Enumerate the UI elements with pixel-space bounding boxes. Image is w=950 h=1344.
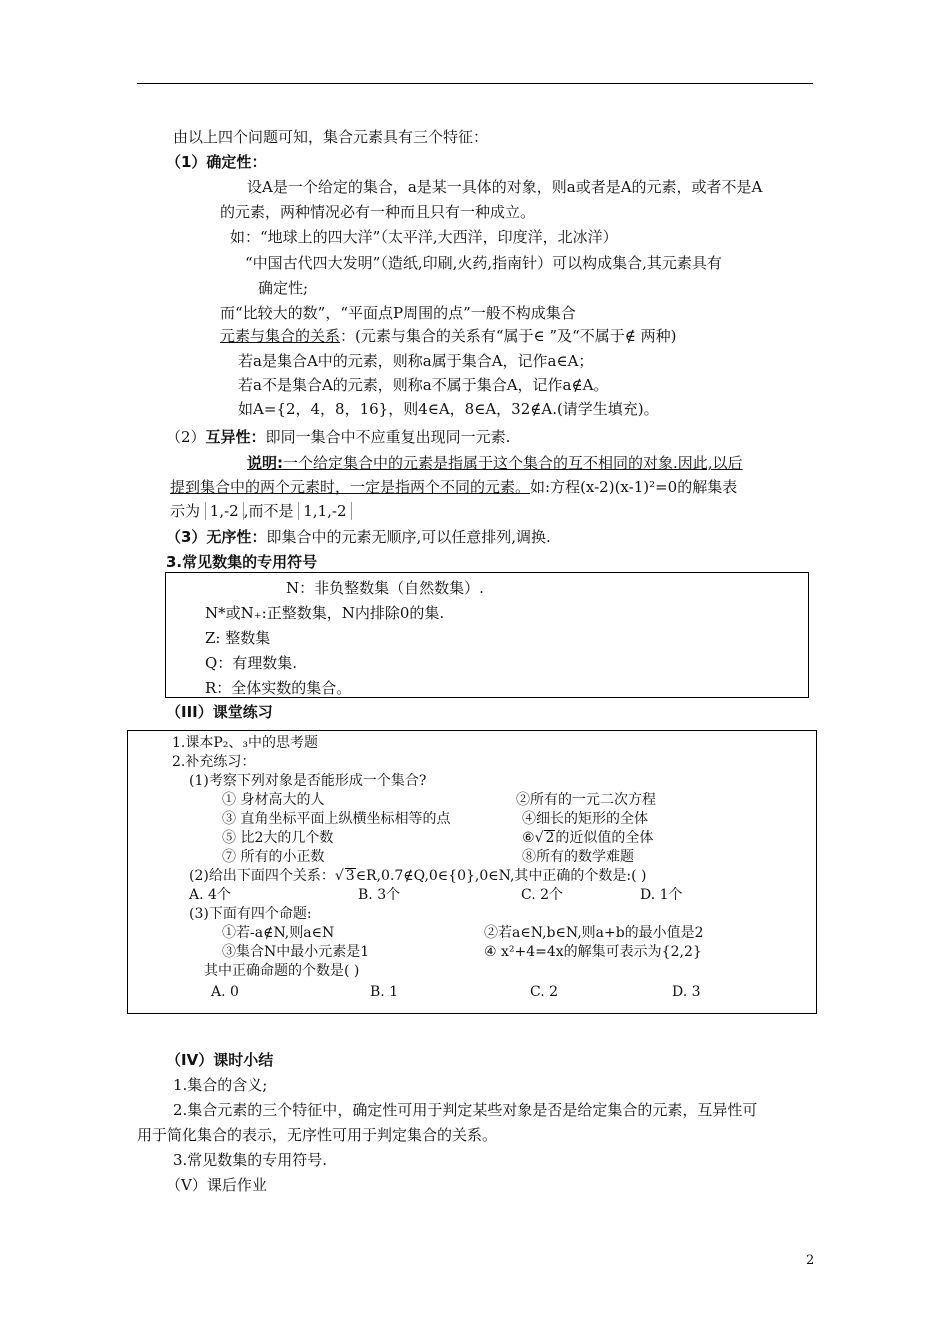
summary-line: 3.常见数集的专用符号.: [173, 1151, 328, 1169]
q1-option: ⑧所有的数学难题: [522, 849, 634, 865]
p1-line8: 若a是集合A中的元素，则称a属于集合A，记作a∈A；: [238, 352, 594, 370]
note-text-2: 提到集合中的两个元素时，一定是指两个不同的元素。: [170, 478, 531, 496]
number-set-item: Q：有理数集.: [205, 654, 298, 672]
homework-heading: （V）课后作业: [166, 1176, 267, 1194]
q3-choice: B. 1: [370, 984, 399, 1000]
q2-text-b: ∈R,0.7∉Q,0∈{0},0∈N,其中正确的个数是:( ): [355, 868, 647, 884]
p1-line6: 而“比较大的数”，“平面点P周围的点”一般不构成集合: [220, 304, 576, 322]
q1-option: ④细长的矩形的全体: [522, 811, 648, 827]
element-set-relation-text: ：(元素与集合的关系有“属于∈ ”及“不属于∉ 两种): [340, 327, 677, 345]
number-set-item: N：非负整数集（自然数集）.: [286, 579, 484, 597]
question-1: (1)考察下列对象是否能形成一个集合?: [189, 773, 427, 789]
q1-option-text: 的近似值的全体: [555, 830, 654, 846]
q2-choice: D. 1个: [640, 887, 683, 903]
q1-option: ⑤ 比2大的几个数: [222, 830, 334, 846]
section-distinctness-heading: [166, 427, 510, 447]
q1-option: ③ 直角坐标平面上纵横坐标相等的点: [222, 811, 451, 827]
exercises-heading: （III）课堂练习: [166, 703, 273, 721]
question-2: (2)给出下面四个关系：√ 3∈R,0.7∉Q,0∈{0},0∈N,其中正确的个数是:( ): [189, 868, 647, 884]
p1-line1: 设A是一个给定的集合，a是某一具体的对象，则a或者是A的元素，或者不是A: [247, 178, 763, 196]
section-determinacy-heading: （1）确定性：: [166, 153, 267, 171]
p2-line3: [170, 501, 352, 521]
q2-text-a: (2)给出下面四个关系：: [189, 868, 335, 884]
q3-choice: A. 0: [211, 984, 239, 1000]
p2-title: 互异性：: [205, 428, 266, 446]
number-set-item: Z: 整数集: [205, 629, 271, 647]
q3-ask: 其中正确命题的个数是( ): [204, 963, 360, 979]
header-rule: [137, 83, 813, 84]
q3-proposition: ④ x²+4=4x的解集可表示为{2,2}: [484, 944, 702, 960]
number-set-item: N*或N₊:正整数集，N内排除0的集.: [205, 604, 445, 622]
element-set-relation-label: 元素与集合的关系: [220, 327, 341, 345]
q1-option-sqrt2: ⑥√ 2的近似值的全体: [522, 830, 654, 846]
intro-text: 由以上四个问题可知，集合元素具有三个特征：: [173, 128, 489, 146]
solution-set-correct: 1,-2: [205, 502, 244, 520]
q1-option: ① 身材高大的人: [222, 792, 325, 808]
q3-choice: D. 3: [672, 984, 701, 1000]
p1-line4: “中国古代四大发明”（造纸,印刷,火药,指南针）可以构成集合,其元素具有: [245, 254, 722, 272]
p1-line9: 若a不是集合A的元素，则称a不属于集合A，记作a∉A。: [238, 376, 609, 394]
q3-proposition: ①若-a∉N,则a∈N: [222, 925, 335, 941]
p2-def: 即同一集合中不应重复出现同一元素.: [265, 428, 511, 446]
p3-title: （3）无序性：: [166, 528, 267, 546]
note-text: 一个给定集合中的元素是指属于这个集合的互不相同的对象.因此,以后: [283, 454, 743, 472]
equation-example: 如:方程(x-2)(x-1)²=0的解集表: [530, 478, 738, 496]
section-unordered: [166, 527, 551, 547]
q1-option-num: ⑥: [522, 830, 535, 846]
q3-choice: C. 2: [530, 984, 559, 1000]
sqrt-2: 2: [545, 830, 555, 846]
exercise-2: 2.补充练习：: [172, 754, 256, 770]
q1-option: ⑦ 所有的小正数: [222, 849, 325, 865]
q3-proposition: ③集合N中最小元素是1: [222, 944, 370, 960]
exercise-1: 1.课本P₂、₃中的思考题: [172, 735, 319, 751]
p1-line2: 的元素，两种情况必有一种而且只有一种成立。: [220, 203, 536, 221]
p2-num: （2）: [166, 428, 206, 446]
question-3: (3)下面有四个命题:: [189, 906, 312, 922]
p1-line5: 确定性;: [258, 279, 309, 297]
summary-line: 2.集合元素的三个特征中，确定性可用于判定某些对象是否是给定集合的元素，互异性可: [173, 1101, 758, 1119]
q3-proposition: ②若a∈N,b∈N,则a+b的最小值是2: [484, 925, 704, 941]
p1-line10: 如A={2，4，8，16}，则4∈A，8∈A，32∉A.(请学生填充)。: [238, 400, 659, 418]
p2-line1: [247, 453, 743, 473]
solution-set-wrong: 1,1,-2: [298, 502, 351, 520]
p1-line7: [220, 326, 676, 346]
q2-choice: B. 3个: [358, 887, 401, 903]
page-number: 2: [806, 1253, 815, 1268]
sqrt-3: 3: [345, 868, 355, 884]
number-sets-heading: 3.常见数集的专用符号: [166, 553, 318, 571]
q1-option: ②所有的一元二次方程: [516, 792, 656, 808]
q2-choice: C. 2个: [521, 887, 564, 903]
p2-l3-not: ,而不是: [243, 502, 294, 520]
p2-l3-text: 示为: [170, 502, 201, 520]
p3-text: 即集合中的元素无顺序,可以任意排列,调换.: [266, 528, 551, 546]
p2-line2: [170, 477, 737, 497]
p1-line3: 如：“地球上的四大洋”（太平洋,大西洋，印度洋，北冰洋）: [230, 228, 618, 246]
note-label: 说明:: [247, 454, 283, 472]
q2-choice: A. 4个: [189, 887, 231, 903]
summary-heading: （IV）课时小结: [166, 1051, 274, 1069]
number-set-item: R：全体实数的集合。: [205, 679, 352, 697]
summary-line: 1.集合的含义;: [173, 1076, 268, 1094]
summary-line: 用于简化集合的表示，无序性可用于判定集合的关系。: [137, 1126, 498, 1144]
